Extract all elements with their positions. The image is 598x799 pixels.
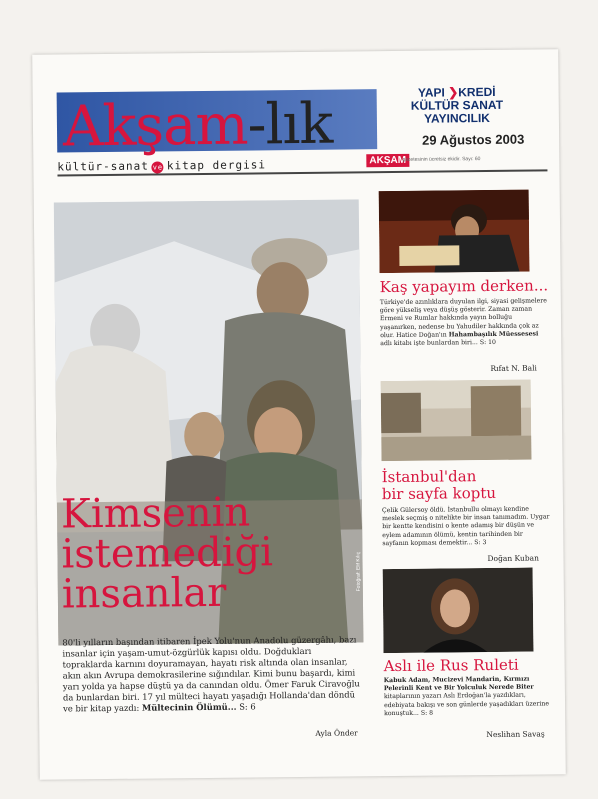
- supplement-notice: gazetesinin ücretsiz ekidir. Sayı: 60: [402, 156, 481, 163]
- publisher-yapi: YAPI: [417, 85, 445, 100]
- side-headline-3: Aslı ile Rus Ruleti: [383, 655, 519, 676]
- photo-credit: Fotoğraf: Elif Kılıç: [355, 551, 362, 592]
- headline-line-2: istemediği: [61, 529, 274, 578]
- subtitle-right: kitap dergisi: [166, 158, 267, 173]
- aksam-logo: AKŞAM: [366, 154, 409, 167]
- publisher-line3: YAYINCILIK: [424, 110, 490, 126]
- lead-book-title: Mültecinin Ölümü...: [141, 701, 237, 713]
- side-headline-2-line-1: İstanbul'dan: [381, 467, 477, 487]
- cover-lead-text: [62, 634, 363, 714]
- side-headline-1: Kaş yapayım derken...: [379, 276, 549, 297]
- side-byline-1: Rıfat N. Bali: [490, 363, 537, 373]
- side-photo-author-portrait: [383, 568, 534, 654]
- istanbul-street-image: [381, 380, 532, 462]
- cover-headline: [60, 489, 362, 618]
- side-text-1-rest: adlı kitabı işte bunlardan biri... S: 10: [380, 338, 497, 348]
- side-photo-istanbul-street: [381, 380, 532, 462]
- side-byline-3: Neslihan Savaş: [486, 729, 545, 740]
- headline-line-3: insanlar: [61, 569, 227, 618]
- author-portrait-image: [383, 568, 534, 654]
- title-aksam: Akşam: [62, 92, 248, 160]
- side-text-1-book-title: Hahambaşılık Müessesesi: [448, 330, 539, 339]
- side-text-1: [380, 297, 549, 348]
- subtitle-left: kültür-sanat: [57, 159, 149, 174]
- magazine-cover: [32, 49, 566, 779]
- publisher-logo: [411, 86, 504, 126]
- lead-page-ref: S: 6: [239, 701, 256, 712]
- side-text-3: [384, 675, 552, 718]
- title-lik: -lık: [247, 91, 333, 158]
- side-photo-reading-rabbi: [379, 190, 530, 274]
- side-text-3-rest: kitaplarının yazarı Aslı Erdoğan'la yazdıkları, edebiyata bakışı ve son günlerde yaşadıkları üzerine konuştuk... S: 8: [383, 692, 550, 717]
- lead-body: 80'li yılların başından itibaren İpek Yolu'nun Anadolu güzergâhı, bazı insanlar için yaşam-umut-özgürlük kapısı oldu. Doğdukları topraklarda karnını doyuramayan, hayatı risk altında olan insanlar, akın akın Avrupa demokrasilerine sığındılar. Kimi bunu başardı, kimi yarı yolda ya hapse düştü ya da canından oldu. Ömer Faruk Ciravoğlu da bunlardan biri. 17 yıl mülteci hayatı yaşadığı Hollanda'dan döndü ve bir kitap yazdı:: [62, 634, 360, 714]
- side-headline-2: [382, 467, 552, 503]
- headline-line-1: Kimsenin: [60, 489, 251, 538]
- side-text-1-body: Türkiye'de azınlıklara duyulan ilgi, siyasi gelişmelere göre yükseliş veya düşüş gösterir. Zaman zaman Ermeni ve Rumlar hakkında yayın bolluğu yaşanırken, nedense bu Yahudiler hakkında çok az olur. Hatice Doğan'ın: [379, 297, 547, 339]
- subtitle-ve-badge: ve: [152, 161, 164, 173]
- side-text-3-book-titles: Kabuk Adam, Mucizevi Mandarin, Kırmızı Pelerinli Kent ve Bir Yolculuk Nerede Biter: [383, 675, 534, 693]
- issue-date: 29 Ağustos 2003: [422, 131, 525, 148]
- masthead: [57, 79, 548, 184]
- rabbi-reading-image: [379, 190, 530, 274]
- publisher-kredi: KREDİ: [458, 84, 496, 100]
- cover-byline: Ayla Önder: [315, 728, 358, 738]
- publisher-line2: KÜLTÜR SANAT: [410, 97, 504, 113]
- side-text-2: Çelik Gülersoy öldü. İstanbullu olmayı kendine meslek seçmiş o nitelikte bir insan tanımadım. Uygar bir kentte kendisini o kente adamış bir düşün ve eylem adamının ölümü, kentin tarihinden bir sayfanın kopması demektir... S: 3: [381, 505, 550, 547]
- magazine-title: [62, 91, 333, 160]
- kredi-mark-icon: ❯: [448, 85, 459, 100]
- side-headline-2-line-2: bir sayfa koptu: [381, 483, 497, 504]
- side-byline-2: Doğan Kuban: [487, 553, 539, 564]
